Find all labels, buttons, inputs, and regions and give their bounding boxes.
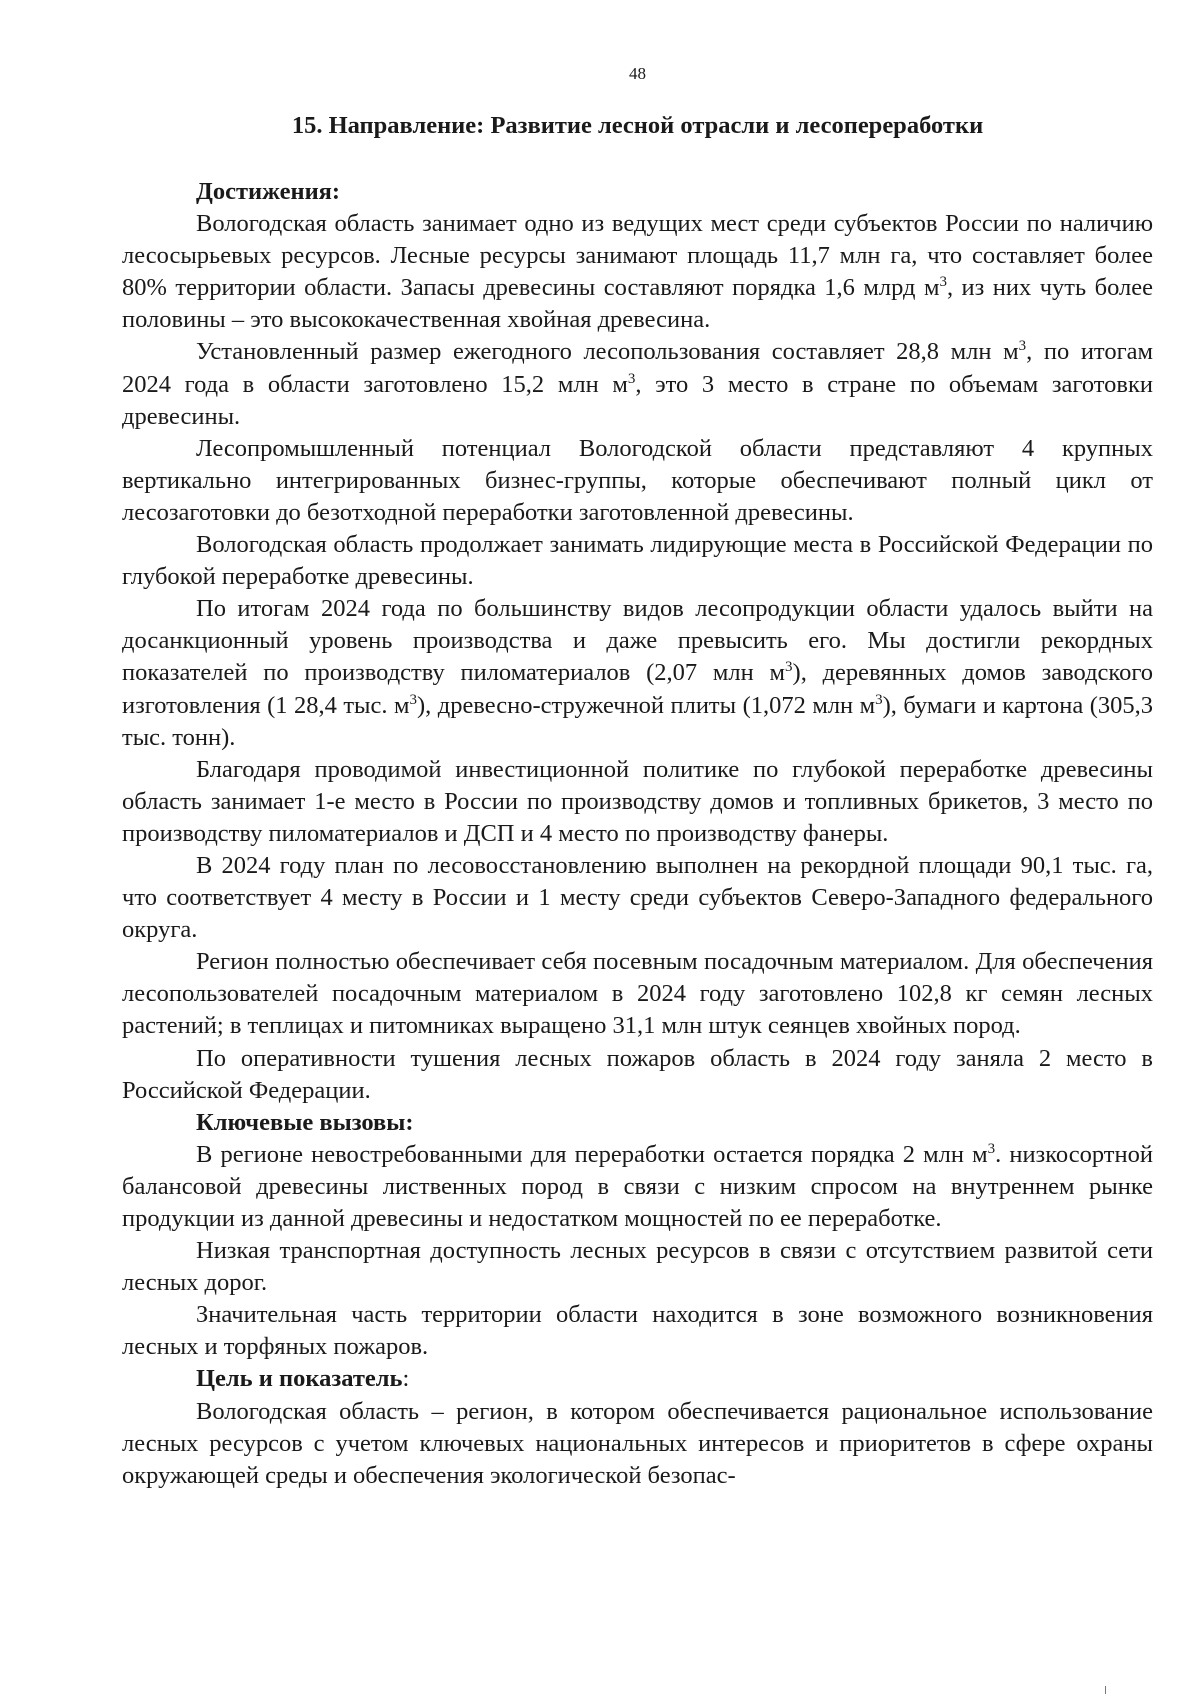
achievement-paragraph-5: По итогам 2024 года по большинству видов лесопродукции области удалось выйти на досанкционный уровень производства и даже превысить его. Мы достигли рекордных показателей по производству пиломатериалов (2,07 млн $м^3$), деревянных домов заводского изготовления (1 28,4 тыс. $м^3$), древесно-стружечной плиты (1,072 млн $м^3$), бумаги и картона (305,3 тыс. тонн). (122, 595, 1154, 751)
scan-mark (1105, 1686, 1106, 1694)
challenges-heading: Ключевые вызовы: (196, 1108, 414, 1136)
achievement-paragraph-9: По оперативности тушения лесных пожаров область в 2024 году заняла 2 место в Российской Федерации. (122, 1044, 1153, 1104)
achievement-paragraph-3: Лесопромышленный потенциал Вологодской области представляют 4 крупных вертикально интегрированных бизнес-группы, которые обеспечивают полный цикл от лесозаготовки до безотходной переработки заготовленной древесины. (122, 434, 1153, 526)
goal-paragraph-1: Вологодская область – регион, в котором обеспечивается рациональное использование лесных ресурсов с учетом ключевых национальных интересов и приоритетов в сфере охраны окружающей среды и обеспечения экологической безопас- (122, 1397, 1153, 1489)
superscript: 3 (875, 691, 883, 708)
superscript: 3 (939, 274, 947, 291)
achievement-paragraph-6: Благодаря проводимой инвестиционной политике по глубокой переработке древесины область занимает 1-е место в России по производству домов и топливных брикетов, 3 место по производству пиломатериалов и ДСП и 4 место по производству фанеры. (122, 755, 1153, 847)
superscript: 3 (987, 1140, 996, 1157)
achievements-heading: Достижения: (196, 178, 341, 205)
page-number: 48 (629, 64, 646, 83)
document-page (122, 0, 1153, 1697)
achievement-paragraph-8: Регион полностью обеспечивает себя посевным посадочным материалом. Для обеспечения лесопользователей посадочным материалом в 2024 году заготовлено 102,8 кг семян лесных растений; в теплицах и питомниках выращено 31,1 млн штук сеянцев хвойных пород. (122, 948, 1153, 1040)
achievement-paragraph-2: Установленный размер ежегодного лесопользования составляет 28,8 млн $м^3$, по итогам 2024 года в области заготовлено 15,2 млн $м^3$, это 3 место в стране по объемам заготовки древесины. (122, 338, 1153, 430)
section-title: 15. Направление: Развитие лесной отрасли и лесопереработки (291, 112, 984, 139)
superscript: 3 (409, 691, 417, 708)
goal-heading: Цель и показатель: (196, 1365, 410, 1393)
superscript: 3 (627, 370, 636, 387)
challenge-paragraph-2: Низкая транспортная доступность лесных ресурсов в связи с отсутствием развитой сети лесных дорог. (122, 1237, 1153, 1297)
superscript: 3 (785, 659, 793, 676)
achievement-paragraph-1: Вологодская область занимает одно из ведущих мест среди субъектов России по наличию лесосырьевых ресурсов. Лесные ресурсы занимают площадь 11,7 млн га, что составляет более 80% территории области. Запасы древесины составляют порядка 1,6 млрд $м^3$, из них чуть более половины – это высококачественная хвойная древесина. (122, 210, 1153, 334)
superscript: 3 (1018, 338, 1027, 355)
achievement-paragraph-7: В 2024 году план по лесовосстановлению выполнен на рекордной площади 90,1 тыс. га, что соответствует 4 месту в России и 1 месту среди субъектов Северо-Западного федерального округа. (122, 851, 1153, 944)
challenge-paragraph-1: В регионе невостребованными для переработки остается порядка 2 млн $м^3$. низкосортной балансовой древесины лиственных пород в связи с низким спросом на внутреннем рынке продукции из данной древесины и недостатком мощностей по ее переработке. (122, 1140, 1153, 1232)
challenge-paragraph-3: Значительная часть территории области находится в зоне возможного возникновения лесных и торфяных пожаров. (122, 1301, 1153, 1361)
document-body (122, 176, 1153, 1492)
achievement-paragraph-4: Вологодская область продолжает занимать лидирующие места в Российской Федерации по глубокой переработке древесины. (122, 531, 1153, 591)
